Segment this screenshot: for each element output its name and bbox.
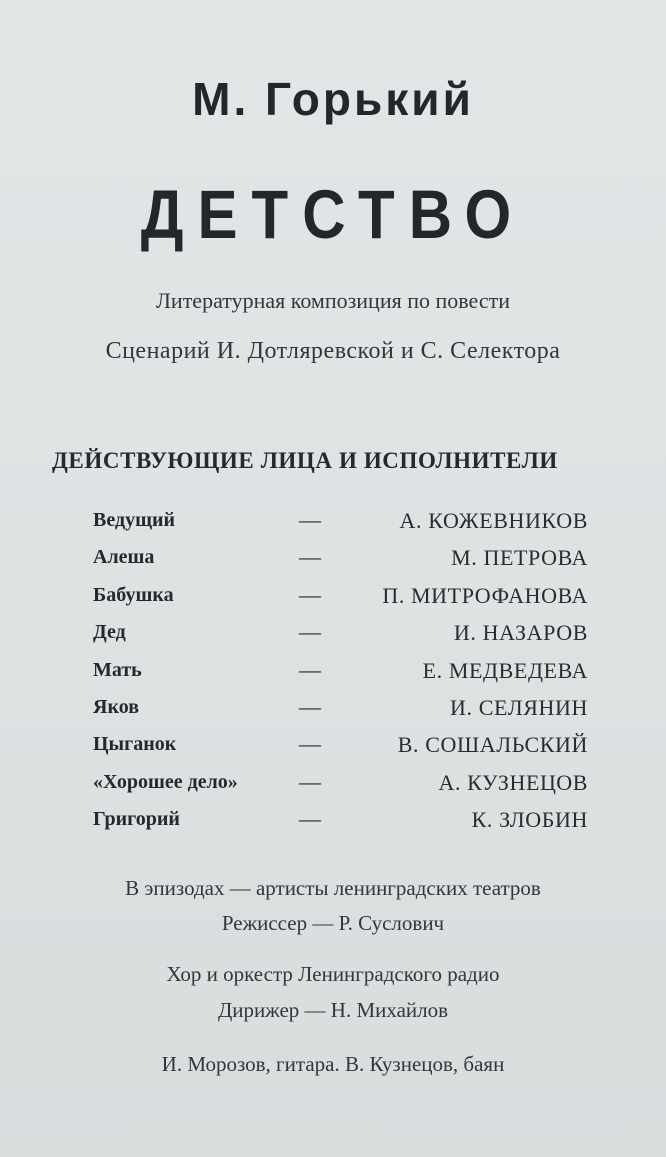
cast-list [93, 509, 588, 846]
cast-actor: В. СОШАЛЬСКИЙ [397, 732, 588, 758]
credit-musicians: И. Морозов, гитара. В. Кузнецов, баян [161, 1052, 505, 1076]
cast-row [93, 581, 588, 621]
cast-dash: — [299, 693, 321, 719]
cast-row [93, 808, 588, 845]
work-title: ДЕТСТВО [140, 175, 526, 254]
credit-choir: Хор и оркестр Ленинградского радио [166, 962, 500, 986]
cast-dash: — [299, 768, 321, 794]
cast-actor: П. МИТРОФАНОВА [382, 582, 588, 608]
cast-dash: — [299, 619, 321, 645]
cast-row [93, 656, 588, 696]
credit-episodes: В эпизодах — артисты ленинградских театров [125, 876, 541, 900]
author-name: М. Горький [192, 73, 474, 125]
cast-actor: К. ЗЛОБИН [471, 807, 588, 833]
cast-actor: А. КОЖЕВНИКОВ [399, 508, 588, 533]
cast-role: Бабушка [93, 583, 174, 606]
cast-row [93, 546, 588, 583]
cast-role: Цыганок [93, 733, 177, 756]
cast-row [93, 693, 588, 733]
cast-row [93, 733, 588, 770]
subtitle-screenplay: Сценарий И. Дотляревской и С. Селектора [105, 338, 561, 364]
cast-dash: — [299, 581, 321, 607]
cast-dash: — [299, 806, 321, 832]
cast-role: Григорий [93, 808, 180, 831]
cast-role: Дед [93, 621, 126, 644]
cast-actor: И. НАЗАРОВ [453, 620, 588, 646]
cast-dash: — [299, 731, 321, 757]
credit-conductor: Дирижер — Н. Михайлов [217, 998, 449, 1022]
cast-actor: И. СЕЛЯНИН [450, 694, 588, 720]
cast-role: Ведущий [93, 509, 176, 531]
cast-actor: М. ПЕТРОВА [451, 545, 588, 571]
cast-row [93, 768, 588, 808]
cast-row [93, 621, 588, 658]
cast-role: Алеша [93, 546, 155, 569]
cast-dash: — [299, 544, 321, 570]
cast-role: Мать [93, 658, 142, 681]
cast-actor: Е. МЕДВЕДЕВА [422, 657, 588, 683]
cast-role: Яков [93, 695, 140, 718]
cast-row [93, 509, 588, 546]
cast-dash: — [299, 507, 321, 532]
subtitle-composition: Литературная композиция по повести [156, 288, 510, 313]
cast-actor: А. КУЗНЕЦОВ [438, 769, 588, 795]
cast-heading: ДЕЙСТВУЮЩИЕ ЛИЦА И ИСПОЛНИТЕЛИ [52, 448, 558, 473]
cast-dash: — [299, 656, 321, 682]
credit-director: Режиссер — Р. Суслович [221, 911, 445, 935]
cast-role: «Хорошее дело» [93, 770, 238, 793]
